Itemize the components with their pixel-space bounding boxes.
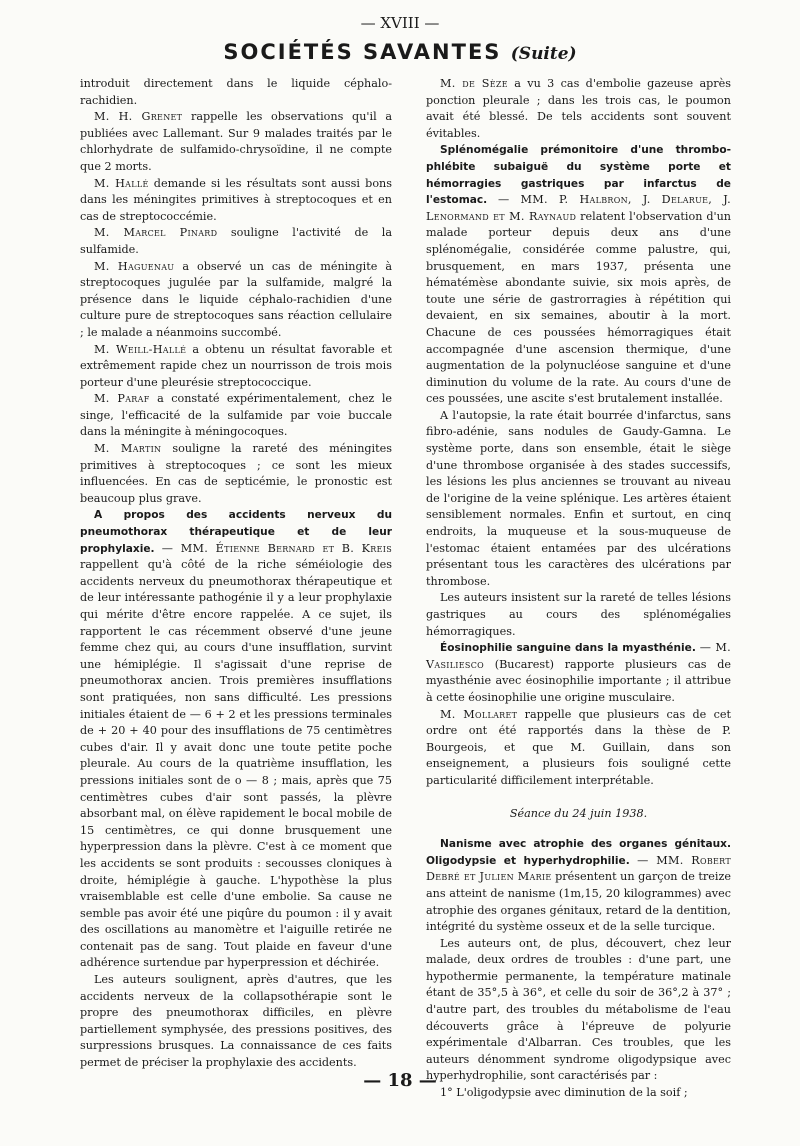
paragraph bbox=[80, 109, 392, 175]
paragraph-text: relatent l'observation d'un malade porteur depuis deux ans d'une splénomégalie, considérée comme palustre, qui, brusquement, en mars 1937, présenta une hématémèse abondante suivie, six mois après, de toute une série de gastrorragies à répétition qui devaient, en six semaines, aboutir à la mort. Chacune de ces poussées hémorragiques était accompagnée d'une ascension thermique, d'une augmentation de la polynucléose sanguine et d'une diminution du volume de la rate. Au cours d'une de ces poussées, une ascite s'est brutalement installée. bbox=[426, 209, 731, 406]
communication-title: Nanisme avec atrophie des organes génitaux. Oligodypsie et hyperhydrophilie. bbox=[426, 838, 731, 867]
speaker-name: M. de Sèze bbox=[440, 77, 508, 90]
authors: — MM. P. Halbron, J. Delarue, J. Lenormand et M. Raynaud bbox=[426, 193, 731, 223]
paragraph bbox=[426, 142, 731, 408]
speaker-name: M. Haguenau bbox=[94, 259, 175, 273]
speaker-name: M. Hallé bbox=[94, 176, 149, 190]
paragraph bbox=[80, 507, 392, 972]
paragraph bbox=[80, 176, 392, 226]
paragraph-text: rappellent qu'à côté de la riche séméiologie des accidents nerveux du pneumothorax thérapeutique et de leur intéressante pathogénie il y a leur prophylaxie qui mérite d'être encore rappelée. A ce sujet, ils rapportent le cas récemment observé d'une jeune femme chez qui, au cours d'une insufflation, survint une hémiplégie. Il s'agissait d'une reprise de pneumothorax ancien. Trois premières insufflations sont pratiquées, non sans difficulté. Les pressions initiales étaient de — 6 + 2 et les pressions terminales de + 20 + 40 pour des insufflations de 75 centimètres cubes d'air. Il y avait donc une toute petite poche pleurale. Au cours de la quatrième insufflation, les pressions initiales sont de o — 8 ; mais, après que 75 centimètres cubes d'air sont passés, la plèvre absorbant mal, on élève rapidement le bocal mobile de 15 centimètres, ce qui donne brusquement une hyperpression dans la plèvre. C'est à ce moment que les accidents se sont produits : secousses cloniques à droite, hémiplégie à gauche. L'hypothèse la plus vraisemblable est celle d'une embolie. Sa cause ne semble pas avoir été une piqûre du poumon : il y avait des oscillations au manomètre et l'aiguille retirée ne contenait pas de sang. Tout plaide en faveur d'une adhérence surtendue par hyperpression et déchirée. bbox=[80, 558, 392, 970]
paragraph-text: rappelle les observations qu'il a publiées avec Lallemant. Sur 9 malades traités par le chlorhydrate de sulfamido-chrysoïdine, il ne compte que 2 morts. bbox=[80, 110, 393, 173]
speaker-name: M. Marcel Pinard bbox=[94, 226, 218, 240]
paragraph bbox=[426, 707, 731, 790]
speaker-name: M. H. Grenet bbox=[94, 110, 183, 124]
authors: — MM. Étienne Bernard et B. Kreis bbox=[161, 541, 392, 555]
speaker-name: M. Weill-Hallé bbox=[94, 342, 187, 356]
paragraph-text: a constaté expérimentalement, chez le singe, l'efficacité de la sulfamide par voie buccale dans la méningite à méningocoques. bbox=[80, 392, 393, 439]
speaker-name: M. Mollaret bbox=[440, 707, 518, 721]
paragraph-text: a obtenu un résultat favorable et extrêmement rapide chez un nourrisson de trois mois porteur d'une pleurésie streptococcique. bbox=[80, 342, 392, 389]
paragraph: Les auteurs soulignent, après d'autres, que les accidents nerveux de la collapsothérapie sont le propre des pneumothorax difficiles, en plèvre partiellement symphysée, des pressions positives, des surpressions brusques. La connaissance de ces faits permet de préciser la prophylaxie des accidents. bbox=[80, 973, 392, 1070]
communication-title: Éosinophilie sanguine dans la myasthénie. bbox=[440, 642, 696, 655]
paragraph bbox=[426, 640, 731, 706]
paragraph: Les auteurs ont, de plus, découvert, chez leur malade, deux ordres de troubles : d'une part, une hypothermie permanente, la température matinale étant de 35°,5 à 36°, et celle du soir de 36°,2 à 37° ; d'autre part, des troubles du métabolisme de l'eau découverts grâce à l'épreuve de polyurie expérimentale d'Albarran. Ces troubles, que les auteurs dénomment syndrome oligodypsique avec hyperhydrophilie, sont caractérisés par : bbox=[426, 936, 731, 1083]
authors: — MM. Robert Debré et Julien Marie bbox=[426, 853, 731, 884]
paragraph bbox=[80, 441, 392, 507]
paragraph bbox=[80, 225, 392, 258]
paragraph bbox=[80, 259, 392, 342]
paragraph-text: présentent un garçon de treize ans atteint de nanisme (1m,15, 20 kilogrammes) avec atrophie des organes génitaux, retard de la dentition, intégrité du système osseux et de la selle turcique. bbox=[426, 870, 731, 934]
authors: — M. Vasiliesco bbox=[426, 641, 731, 671]
page-number: — 18 — bbox=[363, 1070, 437, 1091]
paragraph-text: souligne l'activité de la sulfamide. bbox=[80, 226, 393, 256]
paragraph-text: (Bucarest) rapporte plusieurs cas de myasthénie avec éosinophilie importante ; il attribue à cette éosinophilie une origine musculaire. bbox=[426, 657, 732, 704]
paragraph: 1° L'oligodypsie avec diminution de la soif ; bbox=[440, 1086, 688, 1100]
paragraph-text: souligne la rareté des méningites primitives à streptocoques ; ce sont les mieux influencées. En cas de septicémie, le pronostic est beaucoup plus grave. bbox=[80, 442, 392, 505]
paragraph-text: demande si les résultats sont aussi bons dans les méningites primitives à streptocoques et en cas de streptococcémie. bbox=[80, 176, 393, 223]
communication-title: Splénomégalie prémonitoire d'une thrombo-phlébite subaiguë du système porte et hémorragies gastriques par infarctus de l'estomac. bbox=[426, 144, 731, 207]
speaker-name: M. Martin bbox=[94, 442, 162, 456]
section-title-suite: (Suite) bbox=[510, 44, 577, 64]
right-column bbox=[426, 76, 731, 1102]
section-title bbox=[0, 40, 800, 64]
paragraph: introduit directement dans le liquide céphalo-rachidien. bbox=[80, 77, 392, 107]
paragraph bbox=[80, 391, 392, 441]
paragraph-text: rappelle que plusieurs cas de cet ordre ont été rapportés dans la thèse de P. Bourgeois, et que M. Guillain, dans son enseignement, a plusieurs fois souligné cette particularité difficilement interprétable. bbox=[426, 707, 732, 787]
paragraph bbox=[426, 836, 731, 936]
communication-title: A propos des accidents nerveux du pneumothorax thérapeutique et de leur prophylaxie. bbox=[80, 509, 392, 555]
section-title-text: SOCIÉTÉS SAVANTES bbox=[223, 40, 502, 64]
speaker-name: M. Paraf bbox=[94, 392, 150, 406]
paragraph-text: a observé un cas de méningite à streptocoques jugulée par la sulfamide, malgré la présence dans le liquide céphalo-rachidien d'une culture pure de streptocoques sans réaction cellulaire ; le malade a néanmoins succombé. bbox=[80, 259, 393, 339]
session-date-heading: Séance du 24 juin 1938. bbox=[509, 806, 648, 820]
roman-page-number: — XVIII — bbox=[360, 14, 440, 32]
paragraph bbox=[426, 76, 731, 142]
paragraph: Les auteurs insistent sur la rareté de telles lésions gastriques au cours des splénomégalies hémorragiques. bbox=[426, 591, 731, 638]
paragraph bbox=[80, 342, 392, 392]
paragraph: A l'autopsie, la rate était bourrée d'infarctus, sans fibro-adénie, sans nodules de Gaudy-Gamna. Le système porte, dans son ensemble, était le siège d'une thrombose organisée à des stades successifs, les lésions les plus anciennes se trouvant au niveau de l'origine de la veine splénique. Les artères étaient sensiblement normales. Enfin et surtout, en cinq endroits, la muqueuse et la sous-muqueuse de l'estomac étaient entamées par des ulcérations présentant tous les caractères des ulcérations par thrombose. bbox=[426, 408, 731, 588]
left-column bbox=[80, 76, 392, 1072]
paragraph-text: a vu 3 cas d'embolie gazeuse après ponction pleurale ; dans les trois cas, le poumon avait été blessé. De tels accidents sont souvent évitables. bbox=[426, 77, 731, 140]
